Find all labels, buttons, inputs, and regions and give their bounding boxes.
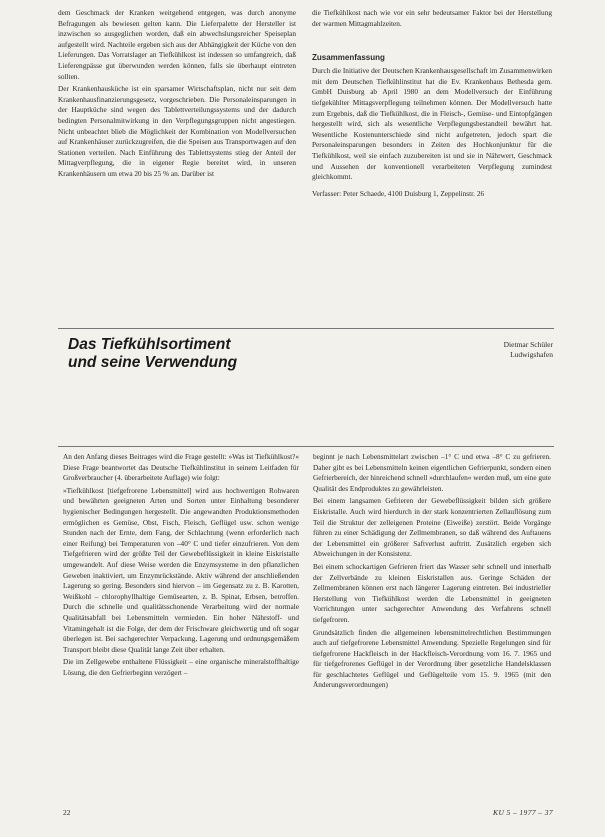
previous-article-right-column bbox=[312, 8, 552, 201]
previous-article-left-column bbox=[58, 8, 296, 182]
paragraph: Bei einem schockartigen Gefrieren friert das Wasser sehr schnell und innerhalb der Zellverbände zu kleinen Eiskristallen aus. Geringe Schäden der Zellmembranen können erst nach längerer Lagerung eintreten. Bei industrieller Herstellung von Tiefkühlkost werden die Lebensmittel in geeigneten Vorrichtungen unter sachgerechter Anwendung des Verfahrens schnell tiefgefroren. bbox=[313, 561, 551, 624]
author-name: Dietmar Schüler bbox=[503, 340, 553, 349]
title-line: Das Tiefkühlsortiment bbox=[68, 336, 231, 353]
page-number: 22 bbox=[63, 808, 71, 817]
section-divider-top bbox=[58, 328, 554, 329]
paragraph: beginnt je nach Lebensmittelart zwischen –1° C und etwa –8° C zu gefrieren. Daher gibt es bei Lebensmitteln keinen eigentlichen Gefrierpunkt, sondern einen Gefrierbereich, der hinreichend schnell »durchlaufen« werden muß, um eine gute Qualität des Endproduktes zu gewährleisten. bbox=[313, 452, 551, 493]
paragraph: An den Anfang dieses Beitrages wird die Frage gestellt: »Was ist Tiefkühlkost?« Diese Frage beantwortet das Deutsche Tiefkühlinstitut in seinem Leitfaden für Großverbraucher (4. überarbeitete Auflage) wie folgt: bbox=[63, 452, 299, 483]
author-place: Ludwigshafen bbox=[510, 350, 553, 359]
paragraph: Bei einem langsamen Gefrieren der Gewebeflüssigkeit bilden sich größere Eiskristalle. Auch wird hierdurch in der stark konzentrierten Zellauflösung zum Teil die Struktur der zelleigenen Proteine (Eiweiße) zerstört. Beide Vorgänge führen zu einer Schädigung der Zellmembranen, so daß während des Auftauens der Lebensmittel ein größerer Saftverlust auftritt. Zusätzlich ergeben sich Abweichungen in der Konsistenz. bbox=[313, 496, 551, 559]
author-address: Verfasser: Peter Schaede, 4100 Duisburg 1, Zeppelinstr. 26 bbox=[312, 188, 485, 198]
title-line: und seine Verwendung bbox=[68, 354, 238, 371]
article-left-column bbox=[63, 452, 299, 680]
paragraph: Grundsätzlich finden die allgemeinen lebensmittelrechtlichen Bestimmungen auch auf tiefgefrorene Lebensmittel Anwendung. Spezielle Regelungen sind für tiefgefrorene Hackfleisch in der Hackfleisch-Verordnung vom 16. 7. 1965 und für tiefgefrorenes Geflügel in der Verordnung über gesetzliche Handelsklassen für geschlachtetes Geflügel und Geflügelteile vom 15. 9. 1965 (mit den Änderungsverordnungen) bbox=[313, 627, 551, 690]
paragraph: dem Geschmack der Kranken weitgehend entgegen, was durch anonyme Befragungen als bewiesen gelten kann. Die Lieferpalette der Hersteller ist inzwischen so ausgeglichen worden, daß ein abwechslungsreicher Speiseplan aufgestellt wird. Nachteile ergeben sich aus der Abhängigkeit der Küche von den Lieferungen. Das Vorratslager an Tiefkühlkost ist indessen so umfangreich, daß Lieferengpässe gut überwunden werden können, falls sie überhaupt eintreten sollten. bbox=[58, 8, 296, 81]
article-author bbox=[504, 340, 553, 360]
paragraph: die Tiefkühlkost nach wie vor ein sehr bedeutsamer Faktor bei der Herstellung der warmen Mittagmahlzeiten. bbox=[312, 8, 552, 28]
journal-reference: KU 5 – 1977 – 37 bbox=[493, 808, 553, 817]
paragraph: Die im Zellgewebe enthaltene Flüssigkeit – eine organische mineralstoffhaltige Lösung, die den Gefrierbeginn verzögert – bbox=[63, 657, 299, 677]
article-title bbox=[68, 336, 358, 372]
paragraph: Der Krankenhausküche ist ein sparsamer Wirtschaftsplan, nicht nur seit dem Krankenhausfinanzierungsgesetz, vorgeschrieben. Die Personaleinsparungen in der Hauptküche sind wegen des Tablettverteilungssystems und der dadurch bedingten Personalmitwirkung in den Verpflegungsgruppen nicht angestiegen. Nicht unbeachtet blieb die Möglichkeit der Kombination von Modellversuchen auf Krankenhäuser zurückzugreifen, die die Speisen aus Transportwagen auf den Stationen verteilen. Nach Einführung des Tablettsystems stieg der Anteil der Mittagverpflegung, die in eigener Regie bereitet wird, in unseren Krankenhäusern um etwa 20 bis 25 % an. Darüber ist bbox=[58, 84, 296, 178]
article-right-column bbox=[313, 452, 551, 693]
summary-heading: Zusammenfassung bbox=[312, 53, 385, 63]
summary-paragraph: Durch die Initiative der Deutschen Krankenhausgesellschaft im Zusammenwirken mit dem Deutschen Tiefkühlinstitut hat die Ev. Krankenhaus Bethesda gem. GmbH Duisburg ab April 1980 an dem Modellversuch der Einführung tiefgekühlter Mittagsverpflegung teilnehmen können. Der Modellversuch hatte zum Ergebnis, daß die Tiefkühlkost, die in Fleisch-, Gemüse- und Eintopfgängen hergestellt wird, sich als wesentliche Verpflegungsbestandteil bewährt hat. Wesentliche Kostenunterschiede sind nicht aufgetreten, jedoch spart die Personaleinsparungen besonders in Zeiten des Hochkonjunktur für die Tiefkühlkost, weil sie einfach zuzubereiten ist und sie in Nährwert, Geschmack und Aussehen der konventionell verarbeiteten Verpflegung zumindest gleichkommt. bbox=[312, 66, 552, 182]
section-divider-bottom bbox=[58, 446, 554, 447]
paragraph: »Tiefkühlkost [tiefgefrorene Lebensmittel] wird aus hochwertigen Rohwaren und bewährten geeigneten Arten und Sorten unter Einhaltung besonderer hygienischer Bedingungen hergestellt. Die angewandten Produktionsmethoden ermöglichen es Gemüse, Obst, Fisch, Fleisch, Geflügel usw. schon wenige Stunden nach der Ernte, dem Fang, der Schlachtung (wenn erforderlich nach einer Reifung) bei Temperaturen von –40° C und tiefer einzufrieren. Von dem Tiefgefrieren wird der größte Teil der Gewebeflüssigkeit in kleine Eiskristalle umgewandelt. Auf diese Weise werden die Enzymsysteme in den pflanzlichen Geweben inaktiviert, um Enzymrückstände. Aktiv während der anschließenden Lagerung so gering. Besonders sind hiervon – im Gegensatz zu z. B. Karotten, Weißkohl – chlorophyllhaltige Gemüsearten, z. B. Spinat, Erbsen, betroffen. Durch die schnelle und qualitätsschonende Verarbeitung wird der normale Qualitätsabfall bei Lebensmitteln vermieden. Ein hoher Nährstoff- und Vitamingehalt ist die Folge, der dem der Frischware gleichwertig und oft sogar überlegen ist. Bei sachgerechter Verpackung, Lagerung und ordnungsgemäßem Transport bleibt diese Qualität lange Zeit über erhalten. bbox=[63, 485, 299, 654]
